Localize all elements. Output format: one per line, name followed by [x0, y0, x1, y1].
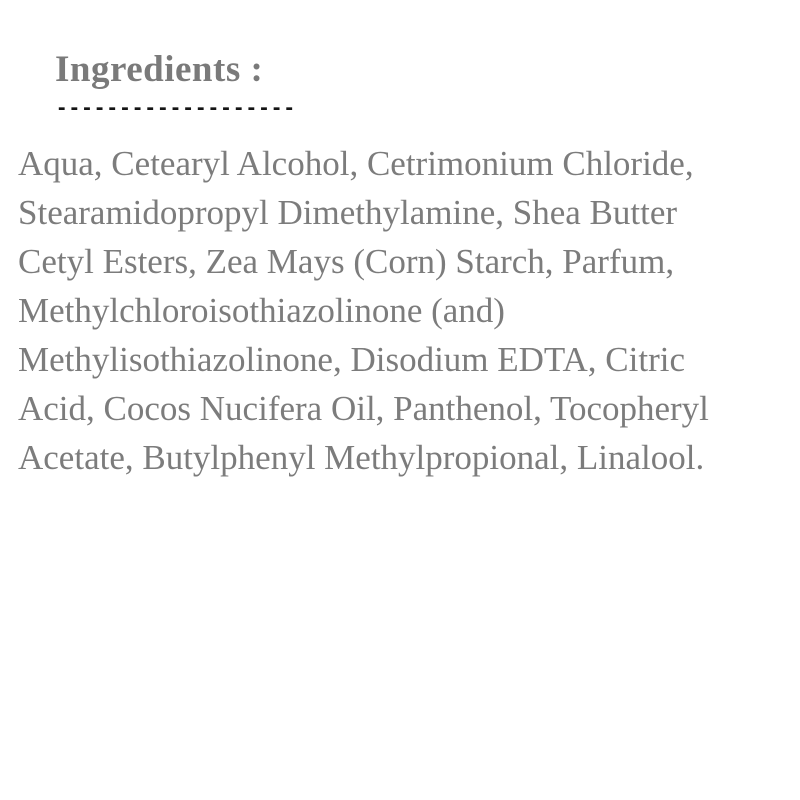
ingredients-text: Aqua, Cetearyl Alcohol, Cetrimonium Chloride, Stearamidopropyl Dimethylamine, Shea Butter Cetyl Esters, Zea Mays (Corn) Starch, Parfum, Methylchloroisothiazolinone (and) Methylisothiazolinone, Disodium EDTA, Citric Acid, Cocos Nucifera Oil, Panthenol, Tocopheryl Acetate, Butylphenyl Methylpropional, Linalool. — [18, 144, 709, 477]
dashed-divider: ------------------- — [56, 97, 297, 119]
ingredients-title: Ingredients : — [55, 49, 264, 90]
